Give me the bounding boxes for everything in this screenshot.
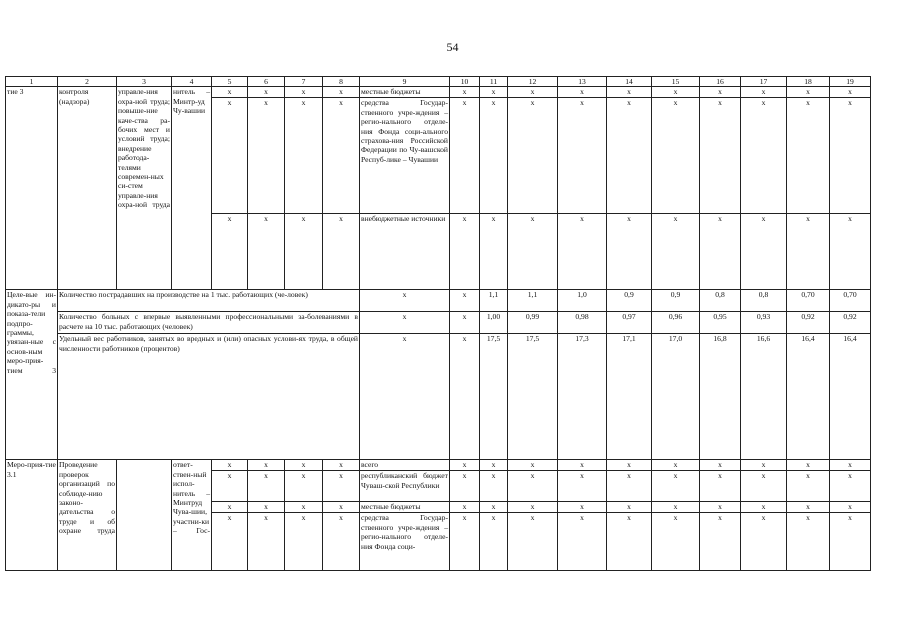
- value-cell: x: [787, 98, 830, 214]
- code-cell: x: [285, 214, 323, 290]
- indicator-value: 1,1: [508, 290, 558, 312]
- funding-source: всего: [360, 460, 450, 471]
- column-number: 7: [285, 77, 323, 87]
- value-cell: x: [450, 87, 480, 98]
- funding-row: [6, 460, 871, 471]
- column-number: 12: [508, 77, 558, 87]
- column-number: 11: [480, 77, 508, 87]
- code-cell: x: [285, 471, 323, 502]
- value-cell: x: [741, 471, 787, 502]
- value-cell: x: [787, 502, 830, 513]
- funding-source: местные бюджеты: [360, 502, 450, 513]
- value-cell: x: [741, 87, 787, 98]
- indicator-value: 0,98: [558, 312, 607, 334]
- column-number: 1: [6, 77, 58, 87]
- value-cell: x: [741, 502, 787, 513]
- code-cell: x: [212, 87, 248, 98]
- code-cell: x: [212, 214, 248, 290]
- indicator-value: 1,1: [480, 290, 508, 312]
- code-cell: x: [323, 502, 360, 513]
- column-number: 5: [212, 77, 248, 87]
- code-cell: x: [248, 502, 285, 513]
- value-cell: x: [700, 87, 741, 98]
- indicator-value: x: [450, 312, 480, 334]
- indicator-value: 0,93: [741, 312, 787, 334]
- value-cell: x: [450, 98, 480, 214]
- column-number: 16: [700, 77, 741, 87]
- value-cell: x: [508, 513, 558, 571]
- value-cell: x: [741, 98, 787, 214]
- value-cell: x: [652, 214, 700, 290]
- code-cell: x: [212, 460, 248, 471]
- code-cell: x: [212, 98, 248, 214]
- activity-label: Меро-прия-тие 3.1: [6, 460, 58, 571]
- code-cell: x: [212, 513, 248, 571]
- indicator-value: 0,70: [787, 290, 830, 312]
- value-cell: x: [652, 502, 700, 513]
- column-number: 18: [787, 77, 830, 87]
- value-cell: x: [700, 460, 741, 471]
- activity-name: контроля (надзора): [58, 87, 117, 290]
- value-cell: x: [558, 502, 607, 513]
- code-cell: x: [212, 471, 248, 502]
- value-cell: x: [450, 502, 480, 513]
- value-cell: x: [652, 513, 700, 571]
- value-cell: x: [480, 460, 508, 471]
- value-cell: x: [480, 471, 508, 502]
- value-cell: x: [607, 460, 652, 471]
- indicator-row: [6, 290, 871, 312]
- value-cell: x: [741, 460, 787, 471]
- indicator-value: 0,9: [652, 290, 700, 312]
- code-cell: x: [248, 214, 285, 290]
- indicator-value: 0,70: [830, 290, 871, 312]
- indicator-value: 0,9: [607, 290, 652, 312]
- code-cell: x: [285, 98, 323, 214]
- value-cell: x: [607, 98, 652, 214]
- column-numbers-row: [6, 77, 871, 87]
- value-cell: x: [830, 87, 871, 98]
- column-number: 10: [450, 77, 480, 87]
- code-cell: x: [323, 214, 360, 290]
- value-cell: x: [830, 513, 871, 571]
- column-number: 14: [607, 77, 652, 87]
- code-cell: x: [248, 471, 285, 502]
- indicator-value: 17,1: [607, 334, 652, 460]
- value-cell: x: [480, 87, 508, 98]
- indicator-c9: x: [360, 334, 450, 460]
- indicator-value: 16,4: [787, 334, 830, 460]
- indicators-label: Целе-вые ин-дикато-ры и показа-тели подпро-граммы, увязан-ные с основ-ным меро-прия-тием 3: [6, 290, 58, 460]
- code-cell: x: [323, 98, 360, 214]
- code-cell: x: [248, 460, 285, 471]
- value-cell: x: [450, 513, 480, 571]
- value-cell: x: [508, 460, 558, 471]
- value-cell: x: [700, 513, 741, 571]
- program-table: [5, 76, 871, 571]
- value-cell: x: [607, 513, 652, 571]
- column-number: 19: [830, 77, 871, 87]
- value-cell: x: [700, 214, 741, 290]
- column-number: 15: [652, 77, 700, 87]
- indicator-value: 0,8: [741, 290, 787, 312]
- value-cell: x: [787, 87, 830, 98]
- responsible-executor: нитель – Минтр-уд Чу-вашии: [172, 87, 212, 290]
- value-cell: x: [480, 502, 508, 513]
- indicator-value: 17,5: [508, 334, 558, 460]
- code-cell: x: [323, 87, 360, 98]
- value-cell: x: [607, 87, 652, 98]
- indicator-c9: x: [360, 290, 450, 312]
- indicator-text: Удельный вес работников, занятых во вредных и (или) опасных услови-ях труда, в общей численности работников (процентов): [58, 334, 360, 460]
- funding-source: средства Государ-ственного учре-ждения – регио-нального отделе-ния Фонда соци-ального страхова-ния Российской Федерации по Чу-вашской Респуб-лике – Чувашии: [360, 98, 450, 214]
- value-cell: x: [830, 98, 871, 214]
- indicator-row: [6, 334, 871, 460]
- activity-name: Проведение проверок организаций по соблюде-нию законо-дательства о труде и об охране труда: [58, 460, 117, 571]
- column-number: 9: [360, 77, 450, 87]
- funding-source: средства Государ-ственного учре-ждения – регио-нального отделе-ния Фонда соци-: [360, 513, 450, 571]
- value-cell: x: [508, 98, 558, 214]
- column-number: 4: [172, 77, 212, 87]
- value-cell: x: [607, 214, 652, 290]
- indicator-value: 0,92: [830, 312, 871, 334]
- value-cell: x: [558, 98, 607, 214]
- code-cell: x: [248, 87, 285, 98]
- value-cell: x: [508, 471, 558, 502]
- value-cell: x: [700, 98, 741, 214]
- indicator-value: 1,0: [558, 290, 607, 312]
- column-number: 3: [117, 77, 172, 87]
- value-cell: x: [508, 87, 558, 98]
- indicator-value: 0,96: [652, 312, 700, 334]
- code-cell: x: [285, 502, 323, 513]
- funding-source: внебюджетные источники: [360, 214, 450, 290]
- funding-row: [6, 87, 871, 98]
- indicator-c9: x: [360, 312, 450, 334]
- indicator-value: 0,95: [700, 312, 741, 334]
- indicator-row: [6, 312, 871, 334]
- indicator-value: 16,4: [830, 334, 871, 460]
- value-cell: x: [450, 471, 480, 502]
- funding-source: местные бюджеты: [360, 87, 450, 98]
- value-cell: x: [787, 460, 830, 471]
- value-cell: x: [450, 214, 480, 290]
- value-cell: x: [607, 502, 652, 513]
- code-cell: x: [323, 471, 360, 502]
- responsible-executor: ответ-ствен-ный испол-нитель – Минтруд Чува-шии, участни-ки – Гос-: [172, 460, 212, 571]
- indicator-value: 17,5: [480, 334, 508, 460]
- code-cell: x: [212, 502, 248, 513]
- indicator-value: 17,3: [558, 334, 607, 460]
- indicator-value: 16,8: [700, 334, 741, 460]
- indicator-value: 0,97: [607, 312, 652, 334]
- code-cell: x: [248, 98, 285, 214]
- value-cell: x: [700, 502, 741, 513]
- value-cell: x: [558, 471, 607, 502]
- code-cell: x: [323, 513, 360, 571]
- value-cell: x: [508, 214, 558, 290]
- value-cell: x: [787, 214, 830, 290]
- value-cell: x: [652, 98, 700, 214]
- value-cell: x: [558, 460, 607, 471]
- code-cell: x: [323, 460, 360, 471]
- code-cell: x: [285, 87, 323, 98]
- indicator-text: Количество больных с впервые выявленными профессиональными за-болеваниями в расчете на 10 тыс. работающих (человек): [58, 312, 360, 334]
- value-cell: x: [558, 214, 607, 290]
- code-cell: x: [285, 513, 323, 571]
- activity-label: тие 3: [6, 87, 58, 290]
- page-number: 54: [446, 40, 459, 54]
- code-cell: x: [248, 513, 285, 571]
- value-cell: x: [508, 502, 558, 513]
- value-cell: x: [652, 471, 700, 502]
- value-cell: x: [741, 513, 787, 571]
- column-number: 2: [58, 77, 117, 87]
- column-number: 6: [248, 77, 285, 87]
- indicator-text: Количество пострадавших на производстве на 1 тыс. работающих (че-ловек): [58, 290, 360, 312]
- value-cell: x: [558, 87, 607, 98]
- column-number: 17: [741, 77, 787, 87]
- column-number: 13: [558, 77, 607, 87]
- value-cell: x: [607, 471, 652, 502]
- value-cell: x: [558, 513, 607, 571]
- activity-expected-result: управле-ния охра-ной труда; повыше-ние каче-ства ра-бочих мест и условий труда; внедрение работода-телями современ-ных си-стем управле-ния охра-ной труда: [117, 87, 172, 290]
- column-number: 8: [323, 77, 360, 87]
- indicator-value: 17,0: [652, 334, 700, 460]
- value-cell: x: [787, 471, 830, 502]
- value-cell: x: [700, 471, 741, 502]
- indicator-value: 0,8: [700, 290, 741, 312]
- indicator-value: 1,00: [480, 312, 508, 334]
- value-cell: x: [480, 98, 508, 214]
- value-cell: x: [480, 513, 508, 571]
- value-cell: x: [830, 471, 871, 502]
- value-cell: x: [480, 214, 508, 290]
- activity-expected-result: [117, 460, 172, 571]
- indicator-value: 0,92: [787, 312, 830, 334]
- value-cell: x: [652, 460, 700, 471]
- indicator-value: 0,99: [508, 312, 558, 334]
- value-cell: x: [830, 460, 871, 471]
- value-cell: x: [741, 214, 787, 290]
- code-cell: x: [285, 460, 323, 471]
- indicator-value: 16,6: [741, 334, 787, 460]
- value-cell: x: [450, 460, 480, 471]
- value-cell: x: [830, 502, 871, 513]
- value-cell: x: [830, 214, 871, 290]
- indicator-value: x: [450, 290, 480, 312]
- indicator-value: x: [450, 334, 480, 460]
- value-cell: x: [787, 513, 830, 571]
- funding-source: республиканский бюджет Чуваш-ской Республики: [360, 471, 450, 502]
- value-cell: x: [652, 87, 700, 98]
